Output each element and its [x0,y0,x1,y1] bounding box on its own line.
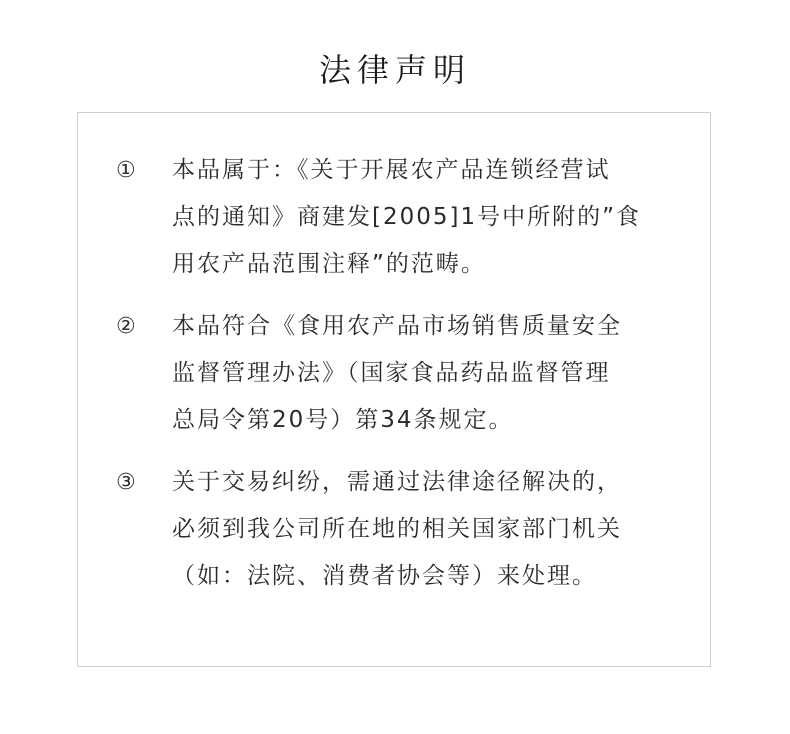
statement-2-line-3: 总局令第20号）第34条规定。 [172,407,514,433]
statement-box [77,112,711,667]
statement-number-1: ① [116,158,136,183]
statement-number-2: ② [116,314,136,339]
statement-1-line-3: 用农产品范围注释”的范畴。 [172,251,486,277]
statement-3-line-3: （如：法院、消费者协会等）来处理。 [172,563,597,589]
statement-number-3: ③ [116,470,136,495]
statement-3-line-1: 关于交易纠纷，需通过法律途径解决的， [172,469,622,495]
statement-1-line-2: 点的通知》商建发[2005]1号中所附的”食 [172,204,642,230]
statement-2-line-1: 本品符合《食用农产品市场销售质量安全 [172,313,622,339]
page-title: 法律声明 [318,51,471,89]
statement-3-line-2: 必须到我公司所在地的相关国家部门机关 [172,516,622,542]
statement-2-line-2: 监督管理办法》（国家食品药品监督管理 [172,360,611,386]
statement-1-line-1: 本品属于：《关于开展农产品连锁经营试 [172,157,611,183]
